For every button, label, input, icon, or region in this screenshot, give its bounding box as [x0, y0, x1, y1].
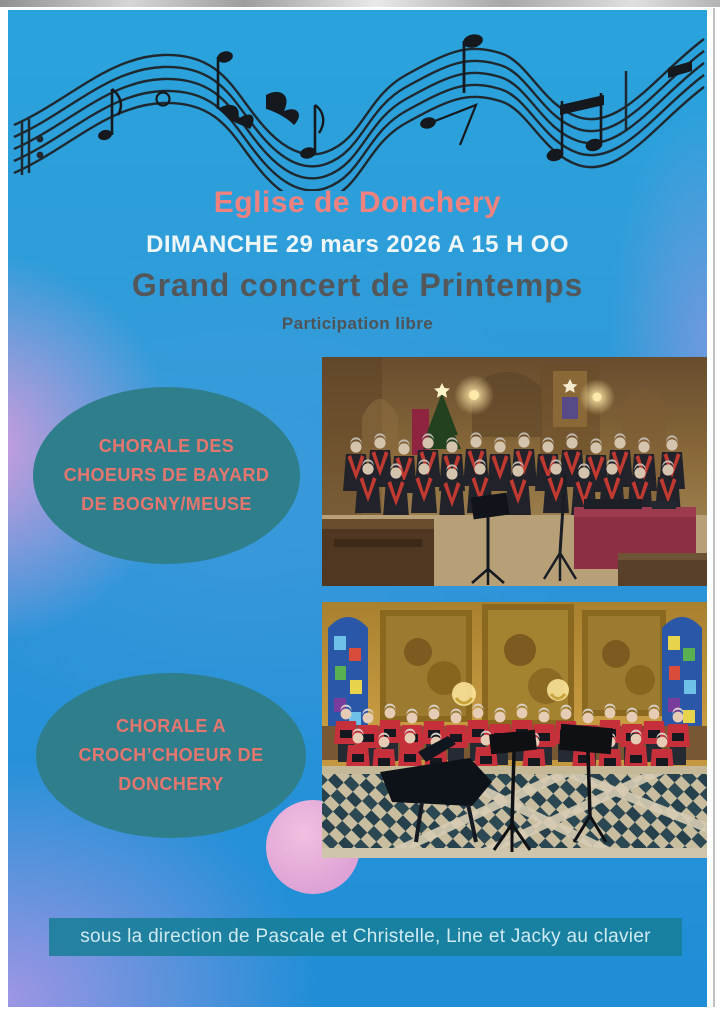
choir-badge-bayard — [33, 387, 300, 564]
choir-badge-donchery — [36, 673, 306, 838]
choir-badge-label: CHORALE A CROCH’CHOEUR DE DONCHERY — [78, 715, 264, 795]
scan-artifact-top — [0, 0, 720, 7]
poster-page — [8, 10, 707, 1007]
venue-title: Eglise de Donchery — [213, 186, 502, 219]
music-notes-icon — [8, 13, 707, 191]
event-title: Grand concert de Printemps — [131, 267, 584, 303]
choir-photo-1 — [322, 357, 707, 586]
date-line: DIMANCHE 29 mars 2026 A 15 H OO — [146, 231, 569, 258]
scan-edge-line — [713, 8, 715, 1007]
footer-text: sous la direction de Pascale et Christelle, Line et Jacky au clavier — [80, 926, 651, 947]
music-staff-decoration — [8, 13, 707, 191]
choir-badge-label: CHORALE DES CHOEURS DE BAYARD DE BOGNY/MEUSE — [63, 435, 270, 515]
choir-photo-2 — [322, 602, 707, 858]
footer-bar — [49, 918, 682, 956]
admission-note: Participation libre — [281, 314, 434, 333]
